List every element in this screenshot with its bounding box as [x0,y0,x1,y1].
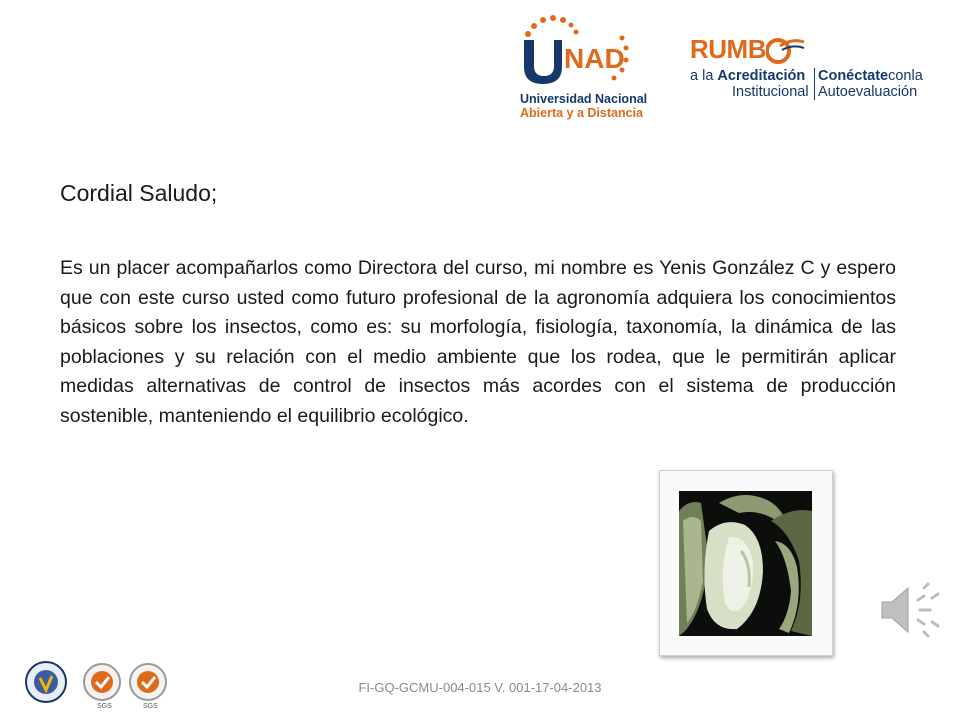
svg-text:NAD: NAD [564,43,625,74]
unad-name-line1: Universidad Nacional [520,92,648,106]
insect-larva-photo [679,491,812,636]
conectate-rest: conla [888,68,923,84]
acred-bold: Acreditación [717,68,806,84]
conectate-bold: Conéctate [818,68,889,84]
sgs-label-1: SGS [97,703,112,710]
speaker-icon[interactable] [878,580,942,640]
body-paragraph: Es un placer acompañarlos como Directora del curso, mi nombre es Yenis González C y espero que con este curso usted como futuro profesional de la agronomía adquiera los conocimientos básicos sobre los insectos, como es: su morfología, fisiología, taxonomía, la dinámica de las poblaciones y su relación con el medio ambiente que los rodea, que le permitirán aplicar medidas alternativas de control de insectos más acordes con el sistema de producción sostenible, manteniendo el equilibrio ecológico. [60,257,896,427]
sgs-label-2: SGS [143,703,158,710]
compass-icon [766,36,806,66]
acreditacion-logo [690,34,940,104]
footer-document-code: FI-GQ-GCMU-004-015 V. 001-17-04-2013 [358,680,602,695]
rumbo-wordmark: RUMB [690,34,766,64]
autoevaluacion-line: Autoevaluación [818,84,918,100]
institucional-line: Institucional [732,84,809,100]
greeting-heading: Cordial Saludo; [60,180,218,206]
photo-frame [659,470,833,656]
logo-divider [814,68,815,100]
acred-prefix: a la [690,68,718,84]
unad-name-line2: Abierta y a Distancia [520,106,643,120]
unad-emblem-icon [514,12,654,92]
unad-logo [514,12,654,120]
acreditacion-line [690,68,805,84]
conectate-line [818,68,923,84]
larva-image-icon [679,491,812,636]
